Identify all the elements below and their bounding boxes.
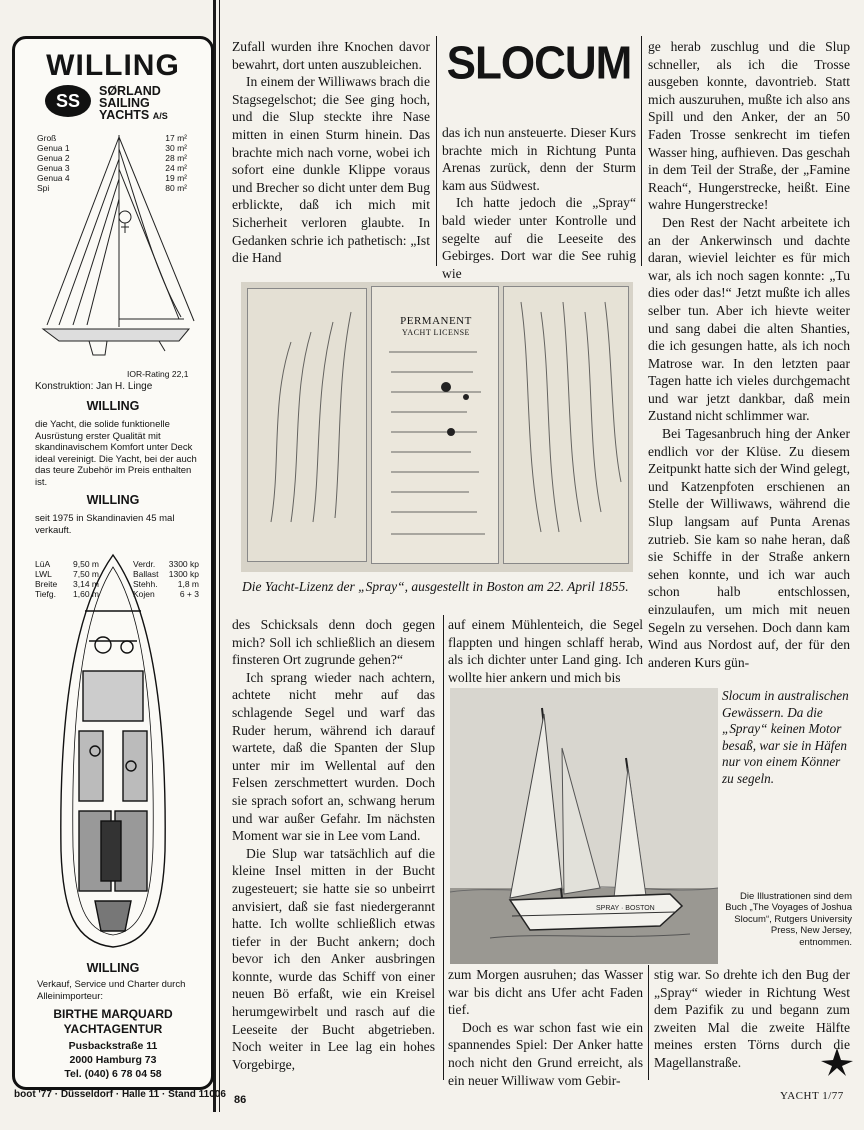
col3-paragraph: Bei Tagesanbruch hing der Anker endlich vor der Klüse. Zu diesem Zeitpunkt hatte sich der Wind gelegt, und Katzenpfoten erschienen an Stelle der Williwaws, während die Slup langsam auf Punta Arenas zutrieb. Sie kam so nahe heran, daß sie Schiffe in der Straße ankern sehen konnte, und ich war auch schon halb entschlossen, einzulaufen, um mich mit neuen Segeln zu versehen. Doch dann kam Wind aus Nordost auf, der für den anderen Kurs gün- [648, 426, 850, 670]
magazine-issue: YACHT 1/77 [780, 1090, 844, 1102]
spec-label: Breite [35, 579, 58, 589]
sail-area: 80 m² [165, 183, 187, 193]
license-heading-line-2: YACHT LICENSE [402, 328, 470, 337]
illustration-credits: Die Illustrationen sind dem Buch „The Voyages of Joshua Slocum“, Rutgers University Press, New Jersey, entnommen. [725, 891, 852, 948]
sail-area: 17 m² [165, 133, 187, 143]
spec-value: 7,50 m [73, 569, 99, 579]
ad-brand-title: WILLING [46, 49, 180, 82]
spray-caption-text: Slocum in australischen Gewässern. Da die „Spray“ keinen Motor besaß, war sie in Häfen nur von einem Könner zu segeln. [722, 688, 849, 786]
end-mark-icon [820, 1046, 854, 1076]
logo-letters: SS [55, 91, 80, 111]
boat-name-label: SPRAY · BOSTON [596, 905, 655, 912]
deck-plan-illustration [55, 551, 171, 951]
license-handwriting [241, 282, 633, 572]
ss-logo-icon [45, 85, 91, 117]
sail-name: Genua 1 [37, 143, 70, 153]
company-line-1: SØRLAND [99, 84, 161, 98]
ad-since: seit 1975 in Skandinavien 45 mal verkauft. [35, 513, 175, 536]
sail-name: Genua 4 [37, 173, 70, 183]
col2-top-paragraph: das ich nun ansteuerte. Dieser Kurs brachte mich in Richtung Punta Arenas zurück, denn der Sturm kam aus Südwest. [442, 125, 636, 193]
spec-value: 1,60 m [73, 589, 99, 599]
column-rule-2 [641, 36, 642, 266]
col1-top-paragraph: Zufall wurden ihre Knochen davor bewahrt, dort unten auszubleichen. [232, 39, 430, 72]
spec-value: 1,8 m [177, 579, 199, 589]
sail-area: 30 m² [165, 143, 187, 153]
page-divider-left-thin [219, 0, 220, 1112]
spray-caption [722, 688, 852, 787]
spec-label: Tiefg. [35, 589, 56, 599]
column-3 [648, 38, 850, 671]
sail-name: Genua 2 [37, 153, 70, 163]
ad-heading-4: WILLING [86, 961, 140, 975]
yacht-license-photo [241, 282, 633, 572]
company-line-2: SAILING [99, 96, 150, 110]
column-1-top [232, 38, 430, 267]
spec-value: 3,14 m [73, 579, 99, 589]
spec-label: Kojen [133, 589, 155, 599]
importer-city: 2000 Hamburg 73 [69, 1054, 157, 1066]
column-1-bottom [232, 616, 435, 1073]
spec-value: 9,50 m [73, 559, 99, 569]
sail-name: Groß [37, 133, 57, 143]
column-rule-3 [443, 615, 444, 1080]
column-2-middle [448, 616, 643, 686]
spec-label: LüA [35, 559, 51, 569]
col1-top-paragraph: In einem der Williwaws brach die Stagsegelschot; die See ging hoch, und die Slup steckte ihre Nase mitten in einen Sturm hinein. Das brachte mich nach vorne, wobei ich sofort eine dunkle Klippe voraus und Brecher so dicht unter dem Bug erblickte, daß ich mich mit Sicherheit verloren glaubte. In Gedanken schrie ich pathetisch: „Ist die Hand [232, 74, 430, 266]
col2-middle-paragraph: auf einem Mühlenteich, die Segel flappten und hingen schlaff herab, als ich dichter unter Land ging. Ich wollte hier ankern und mich bis [448, 617, 643, 685]
spec-value: 6 + 3 [179, 589, 199, 599]
column-rule-4 [648, 965, 649, 1080]
spec-value: 1300 kp [168, 569, 199, 579]
importer-name-2: YACHTAGENTUR [63, 1022, 163, 1036]
sail-area: 24 m² [165, 163, 187, 173]
col3-bottom-paragraph: stig war. So drehte ich den Bug der „Spray“ wieder in Richtung West dem Pazifik zu und begann zum zweiten Mal die zweite Hälfte meines ersten Törns durch die Magellanstraße. [654, 967, 850, 1070]
license-heading-line-1: PERMANENT [400, 315, 472, 327]
col2-bottom-paragraph: zum Morgen ausruhen; das Wasser war bis dicht ans Ufer acht Faden tief. [448, 967, 643, 1018]
construction-credit: Konstruktion: Jan H. Linge [35, 381, 153, 392]
importer-name-1: BIRTHE MARQUARD [53, 1007, 173, 1021]
spray-photo [450, 688, 718, 964]
license-caption: Die Yacht-Lizenz der „Spray“, ausgestellt in Boston am 22. April 1855. [242, 579, 629, 594]
column-2-top [442, 124, 636, 282]
col2-top-paragraph: Ich hatte jedoch die „Spray“ bald wieder unter Kontrolle und segelte auf die Leeseite des Gebirges. Dort war die See ruhig wie [442, 195, 636, 281]
spec-label: Stehh. [133, 579, 158, 589]
page-number: 86 [234, 1094, 247, 1106]
ad-sales-line: Verkauf, Service und Charter durch Alleinimporteur: [37, 979, 186, 1002]
spec-label: LWL [35, 569, 52, 579]
col2-bottom-paragraph: Doch es war schon fast wie ein spannendes Spiel: Der Anker hatte noch nicht den Grund erreicht, als ein neuer Williwaw vom Gebir- [448, 1019, 643, 1088]
article-title: SLOCUM [446, 37, 632, 90]
willing-advertisement [12, 36, 214, 1090]
col1-bottom-paragraph: des Schicksals denn doch gegen mich? Soll ich schließlich an diesem finsteren Ort zugrunde gehen?“ [232, 617, 435, 668]
company-line-3: YACHTS [99, 108, 150, 122]
importer-phone: Tel. (040) 6 78 04 58 [64, 1068, 162, 1080]
column-2-bottom [448, 966, 643, 1089]
sail-name: Spi [37, 183, 50, 193]
spec-label: Verdr. [133, 559, 156, 569]
fair-info: boot '77 · Düsseldorf · Halle 11 · Stand 11006 [14, 1089, 226, 1100]
sail-area: 19 m² [165, 173, 187, 183]
ad-heading-3: WILLING [86, 493, 140, 507]
column-rule-1 [436, 36, 437, 266]
col1-bottom-paragraph: Ich sprang wieder nach achtern, achtete nicht mehr auf das schlagende Segel und warf das Ruder herum, während ich darauf wartete, daß die Spanten der Slup unter mir im Wellental auf den Felsen zerschmettert wurden. Doch sie sprach sofort an, schwang herum und war außer Gefahr. Im nächsten Moment war sie in Lee vom Land. [232, 669, 435, 844]
col1-bottom-paragraph: Die Slup war tatsächlich auf die kleine Insel mitten in der Bucht zugesteuert; sie hatte sie so unbeirrt anvisiert, daß sie fast niedergerannt hatte. Ich wollte schließlich etwas tiefer in der Bucht ankern; doch bevor ich den Anker ausbringen konnte, wurde das Schiff von einer neuen Bö erfaßt, wie ein Kreisel herumgewirbelt und rasch auf die Leeseite der Bucht abgetrieben. Noch weiter in Lee lag ein hohes Vorgebirge, [232, 845, 435, 1072]
ior-rating: IOR-Rating 22,1 [127, 369, 189, 379]
importer-street: Pusbackstraße 11 [68, 1040, 158, 1052]
sail-name: Genua 3 [37, 163, 70, 173]
company-name [99, 85, 168, 122]
spray-sailing-illustration [450, 688, 718, 964]
col3-paragraph: ge herab zuschlug und die Slup schneller, als ich die Trosse ausgeben konnte, davontrieb. Statt mich auszuruhen, mußte ich also ans Spill und den Anker, der an 50 Faden Trosse senkrecht im tiefen Wasser hing, aufhieven. Das geschah in dem Teil der Straße, der „Famine Reach“, Hungerstrecke, heißt. Eine wahre Hungerstrecke! [648, 39, 850, 213]
col3-paragraph: Den Rest der Nacht arbeitete ich an der Ankerwinsch und dachte daran, wieviel leichter es für mich war, als ich noch sagen konnte: „Tu dies oder das!“ Jetzt mußte ich alles selber tun. Aber ich hievte weiter und sang dabei die alten Shanties, die ich gesungen hatte, als ich noch Matrose war. In den letzten paar Tagen hatte ich vieles durchgemacht und war jetzt dankbar, daß mein Zustand nicht schlimmer war. [648, 214, 850, 424]
sail-plan-illustration [29, 129, 199, 369]
ad-description: die Yacht, die solide funktionelle Ausrüstung erster Qualität mit skandinavischem Komfort unter Deck ideal vereinigt. Die Yacht, bei der auch das teure Zubehör im Preis enthalten ist. [35, 419, 197, 488]
spec-value: 3300 kp [168, 559, 199, 569]
ad-heading-2: WILLING [86, 399, 140, 413]
spec-label: Ballast [133, 569, 159, 579]
company-suffix: A/S [152, 111, 168, 121]
sail-area: 28 m² [165, 153, 187, 163]
